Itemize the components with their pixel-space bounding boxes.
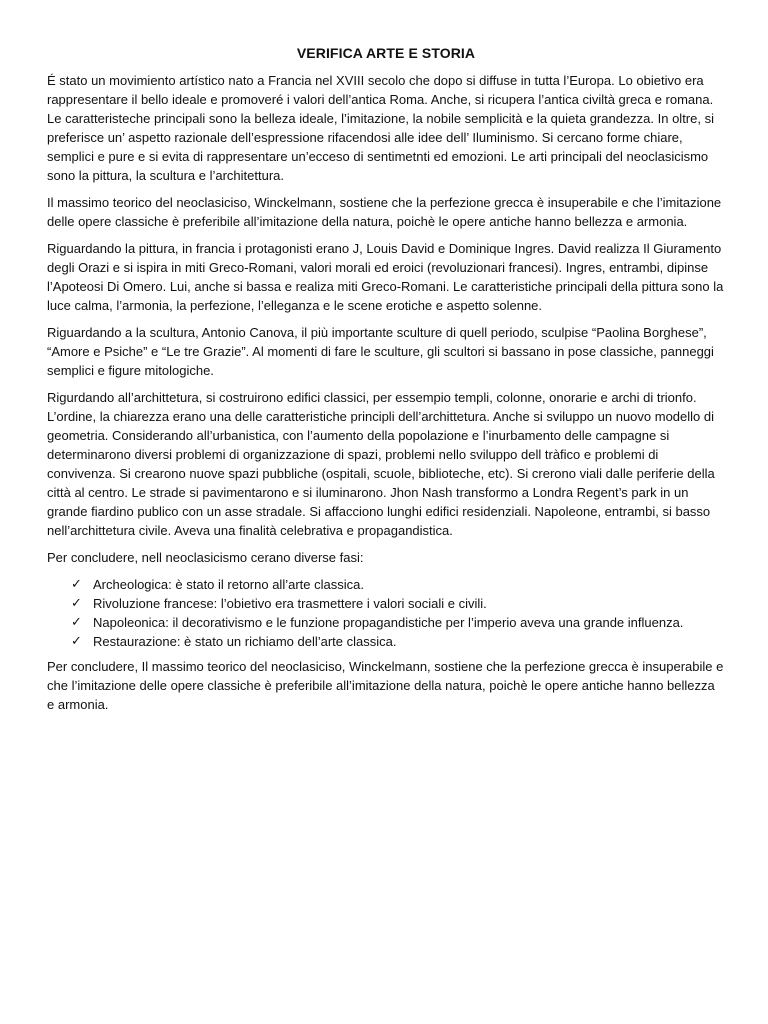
paragraph-phases-intro: Per concludere, nell neoclasicismo cerano diverse fasi:: [47, 550, 364, 565]
list-item: [71, 613, 725, 632]
document-title: VERIFICA ARTE E STORIA: [296, 45, 476, 61]
paragraph-sculpture: Riguardando a la scultura, Antonio Canova, il più importante sculture di quell periodo, sculpise “Paolina Borghese”, “Amore e Psiche” e “Le tre Grazie”. Al momenti di fare le sculture, gli scultori si bassano in pose classiche, panneggi semplici e figure mitologiche.: [47, 325, 714, 378]
list-item: [71, 632, 725, 651]
paragraph-conclusion: Per concludere, Il massimo teorico del neoclasiciso, Winckelmann, sostiene che la perfezione grecca è insuperabile e che l’imitazione delle opere classiche è preferibile all’imitazione della natura, poichè le opere antiche hanno bellezza e armonia.: [47, 659, 724, 712]
list-item: [71, 575, 725, 594]
list-item: [71, 594, 725, 613]
checkmark-icon: ✓: [71, 596, 82, 611]
checkmark-icon: ✓: [71, 634, 82, 649]
paragraph-painting: Riguardando la pittura, in francia i protagonisti erano J, Louis David e Dominique Ingres. David realizza Il Giuramento degli Orazi e si ispira in miti Greco-Romani, valori morali ed eroici (revoluzionari francesi). Ingres, entrambi, dipinse l’Apoteosi Di Omero. Lui, anche si bassa e realiza miti Greco-Romani. Le caratteristiche principali della pittura sono la luce calma, l’armonia, la perfezione, l’elleganza e le scene erotiche e aspetto solenne.: [47, 241, 724, 313]
checkmark-icon: ✓: [71, 577, 82, 592]
paragraph-winckelmann: Il massimo teorico del neoclasiciso, Winckelmann, sostiene che la perfezione grecca è insuperabile e che l’imitazione delle opere classiche è preferibile all’imitazione della natura, poichè le opere antiche hanno bellezza e armonia.: [47, 195, 722, 229]
paragraph-architecture: Rigurdando all’archittetura, si costruirono edifici classici, per essempio templi, colonne, onorarie e archi di trionfo. L’ordine, la chiarezza erano una delle caratteristiche principli dell’archittetura. Anche si sviluppo un nuovo modello di geometria. Considerando all’urbanistica, con l’aumento della popolazione e l’inurbamento delle campagne si determinarono diversi problemi di organizzazione di spazi, problemi nello sviluppo dell tràfico e problemi di convivenza. Si crearono nuove spazi pubbliche (ospitali, scuole, biblioteche, etc). Si crerono viali dalle periferie della città al centro. Le strade si pavimentarono e si iluminarono. Jhon Nash transformo a Londra Regent’s park in un grande fiardino publico con un asse stradale. Si affacciono lunghi edifici residenziali. Napoleone, entrambi, si basso nell’archittetura civile. Aveva una finalità celebrativa e propagandistica.: [47, 390, 715, 538]
phases-checklist: [47, 575, 725, 651]
list-item-text: Archeologica: è stato il retorno all’arte classica.: [93, 577, 364, 592]
checkmark-icon: ✓: [71, 615, 82, 630]
list-item-text: Restaurazione: è stato un richiamo dell’arte classica.: [93, 634, 397, 649]
document-page: [47, 44, 725, 722]
list-item-text: Napoleonica: il decorativismo e le funzione propagandistiche per l’imperio aveva una grande influenza.: [93, 615, 684, 630]
paragraph-intro: É stato un movimiento artístico nato a Francia nel XVIII secolo che dopo si diffuse in tutta l’Europa. Lo obietivo era rappresentare il bello ideale e promoveré i valori dell’antica Roma. Anche, si ricupera l’antica civiltà greca e romana. Le caratteristeche principali sono la belleza ideale, l’imitazione, la nobile semplicità e la quieta grandezza. In oltre, si preferisce un’ aspetto razionale dell’espressione rifacendosi alle idee dell’ Iluminismo. Si cercano forme chiare, semplici e pure e si evita di rappresentare un’ecceso di sentimetnti ed emozioni. Le arti principali del neoclasicismo sono la pittura, la scultura e l’architettura.: [47, 73, 714, 183]
list-item-text: Rivoluzione francese: l’obietivo era trasmettere i valori sociali e civili.: [93, 596, 487, 611]
